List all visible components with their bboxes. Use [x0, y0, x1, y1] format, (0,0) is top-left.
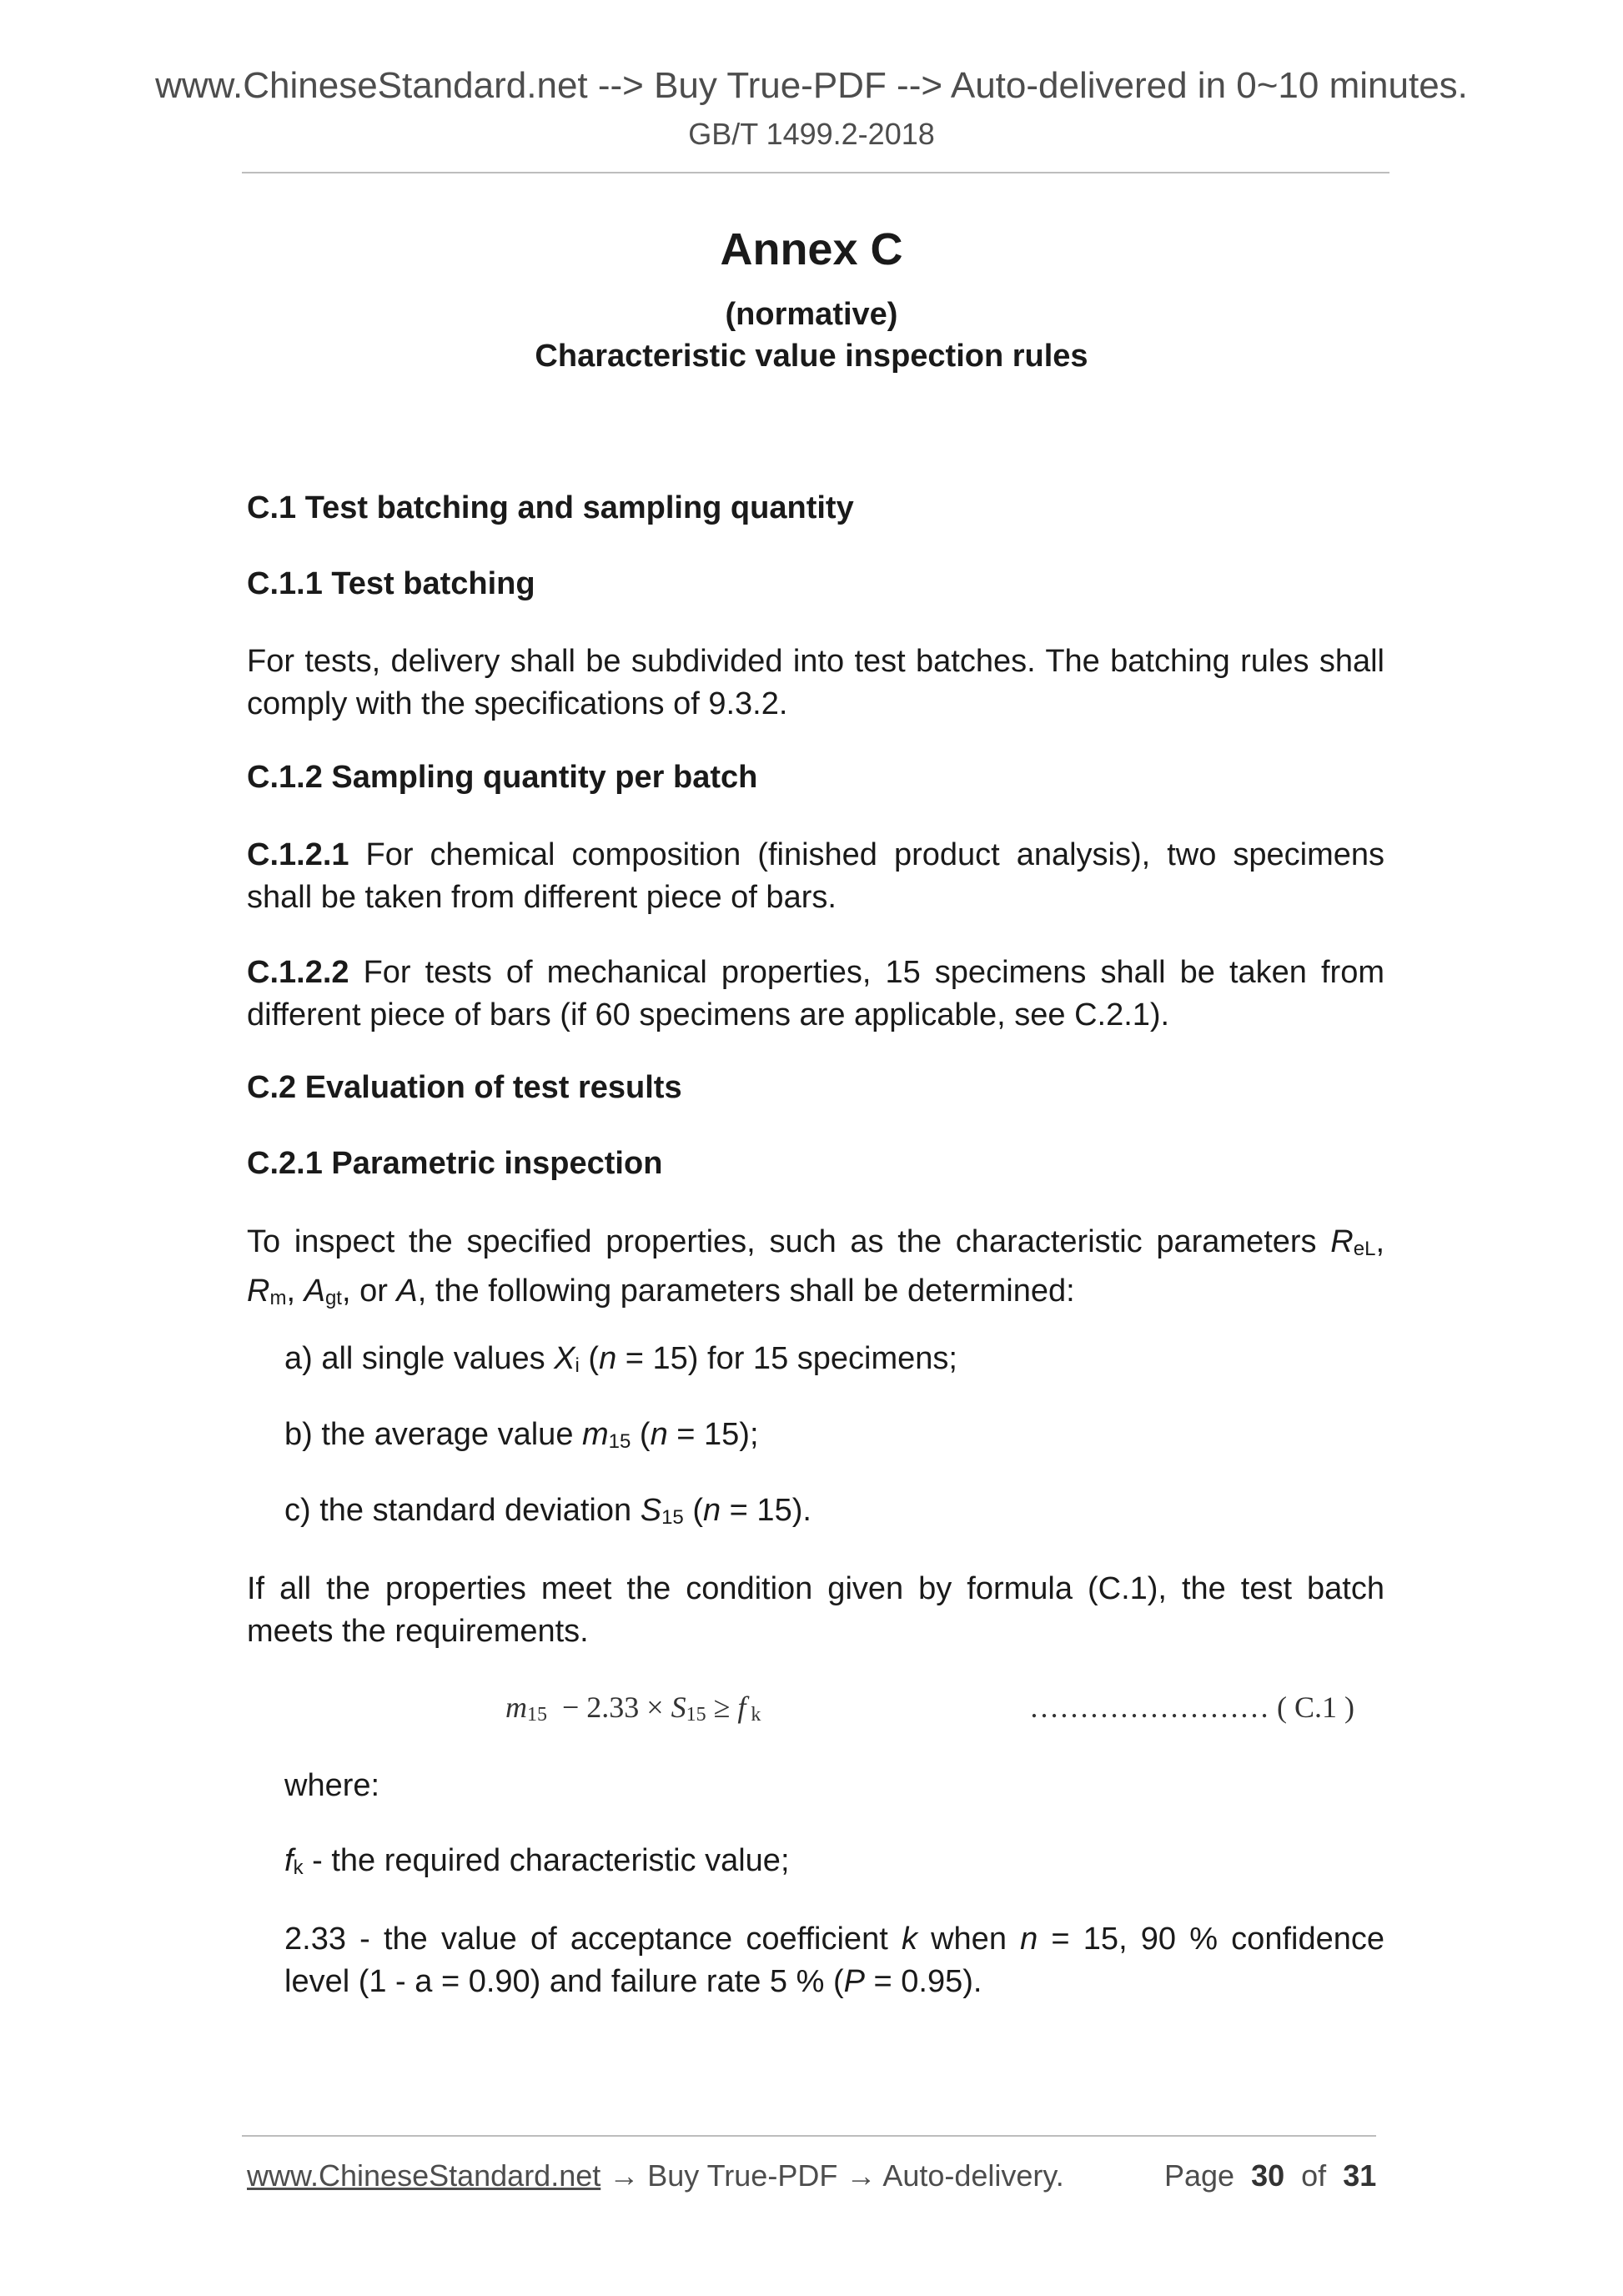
header-banner: www.ChineseStandard.net --> Buy True-PDF --> Auto-delivered in 0~10 minutes.	[155, 65, 1468, 106]
standard-number: GB/T 1499.2-2018	[688, 117, 935, 151]
annex-title: Annex C	[720, 224, 903, 274]
paragraph-condition: If all the properties meet the condition given by formula (C.1), the test batch meets the requirements.	[247, 1571, 1384, 1649]
list-item-a: a) all single values $X_i$ (n = 15) for 15 specimens;	[284, 1341, 957, 1377]
paragraph-c121	[247, 834, 1384, 919]
clause-number: C.1.2.2	[247, 955, 349, 990]
intro-text: To inspect the specified properties, such as the characteristic parameters	[247, 1224, 1331, 1259]
definition-text: 2.33 - the value of acceptance coefficient	[284, 1922, 902, 1957]
item-text: c) the standard deviation	[284, 1493, 641, 1528]
definition-text: = 15, 90 % confidence level (1 - a = 0.90) and failure rate 5 % (	[284, 1922, 1384, 1999]
paragraph-c122	[247, 952, 1384, 1037]
item-text: a) all single values	[284, 1341, 555, 1376]
item-text-end: for 15 specimens;	[698, 1341, 957, 1376]
clause-text: For chemical composition (finished product analysis), two specimens shall be taken from different piece of bars.	[247, 837, 1384, 915]
definition-fk: $f_k$ - the required characteristic value;	[284, 1843, 790, 1879]
definition-text: when	[917, 1922, 1021, 1957]
annex-type: (normative)	[725, 297, 898, 332]
page-label: Page	[1164, 2158, 1235, 2193]
where-label: where:	[284, 1768, 380, 1803]
clause-text: For tests of mechanical properties, 15 specimens shall be taken from different piece of bars (if 60 specimens are applicable, see C.2.1).	[247, 955, 1384, 1032]
intro-text-end: , the following parameters shall be determined:	[417, 1274, 1075, 1309]
footer-text: → Buy True-PDF → Auto-delivery.	[600, 2158, 1064, 2193]
heading-c21: C.2.1 Parametric inspection	[247, 1146, 663, 1181]
definition-text: - the required characteristic value;	[303, 1843, 790, 1878]
of-label: of	[1301, 2158, 1327, 2193]
annex-subtitle: Characteristic value inspection rules	[535, 339, 1088, 374]
definition-k: 2.33 - the value of acceptance coefficient k when n = 15, 90 % confidence level (1 - a = 0.90) and failure rate 5 % (P = 0.95).	[284, 1922, 1384, 1999]
footer-link[interactable]: www.ChineseStandard.net	[247, 2158, 601, 2193]
footer-left	[247, 2158, 1064, 2193]
total-pages: 31	[1343, 2158, 1377, 2193]
heading-c12: C.1.2 Sampling quantity per batch	[247, 760, 758, 795]
page-number: 30	[1251, 2158, 1285, 2193]
paragraph-c11: For tests, delivery shall be subdivided into test batches. The batching rules shall comply with the specifications of 9.3.2.	[247, 644, 1384, 721]
page-indicator	[1164, 2158, 1376, 2193]
header-divider	[242, 172, 1389, 173]
item-text: b) the average value	[284, 1417, 583, 1452]
formula-number: …………………… ( C.1 )	[1029, 1691, 1354, 1724]
heading-c2: C.2 Evaluation of test results	[247, 1070, 682, 1105]
paragraph-c21-intro: To inspect the specified properties, such as the characteristic parameters $R_{eL}$, $R_m$, $A_{gt}$, or A, the following parameters shall be determined:	[247, 1224, 1384, 1309]
formula-c1: $m_{15} - 2.33 \times S_{15} \ge f$ $_k$	[505, 1691, 761, 1726]
heading-c11: C.1.1 Test batching	[247, 566, 535, 601]
list-item-b: b) the average value $m_{15}$ (n = 15);	[284, 1417, 759, 1453]
list-item-c: c) the standard deviation $S_{15}$ (n = 15).	[284, 1493, 812, 1529]
definition-text: = 0.95).	[864, 1964, 982, 1999]
footer-divider	[242, 2135, 1376, 2137]
clause-number: C.1.2.1	[247, 837, 349, 872]
heading-c1: C.1 Test batching and sampling quantity	[247, 490, 854, 525]
